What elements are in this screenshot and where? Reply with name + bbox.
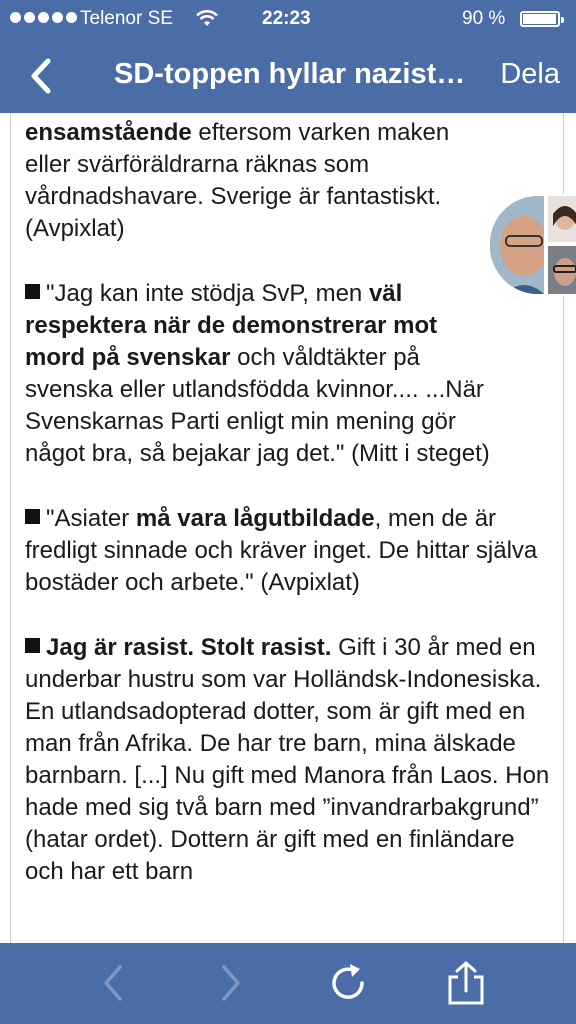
paragraph-4: Jag är rasist. Stolt rasist. Gift i 30 år med en underbar hustru som var Holländsk-Indonesiska. En utlandsadopterad dotter, som är gift med en man från Afrika. De har tre barn, mina älskade barnbarn. [...] Nu gift med Manora från Laos. Hon hade med sig två barn med ”invandrarbakgrund” (hatar ordet). Dottern är gift med en finländare och har ett barn	[25, 634, 550, 885]
reload-icon[interactable]	[326, 961, 370, 1005]
battery-icon	[520, 11, 560, 27]
bullet-icon	[25, 509, 40, 524]
wifi-icon	[196, 10, 218, 34]
paragraph-1: ensamstående eftersom varken maken eller svärföräldrarna räknas som vårdnadshavare. Sverige är fantastiskt. (Avpixlat)	[25, 119, 450, 242]
bullet-icon	[25, 638, 40, 653]
chevron-left-icon[interactable]	[92, 961, 136, 1005]
status-bar	[0, 0, 576, 40]
clock: 22:23	[262, 8, 311, 29]
page-title: SD-toppen hyllar nazist…	[114, 58, 466, 90]
share-button[interactable]: Dela	[500, 58, 560, 90]
avatar[interactable]	[546, 194, 576, 244]
article-body	[25, 113, 555, 921]
bottom-toolbar	[0, 943, 576, 1024]
bullet-icon	[25, 284, 40, 299]
bold-text: ensamstående	[25, 119, 192, 146]
chevron-right-icon[interactable]	[208, 961, 252, 1005]
top-bar	[0, 0, 576, 113]
battery-percentage: 90 %	[462, 8, 506, 29]
signal-strength-icon	[10, 12, 77, 23]
carrier-name: Telenor SE	[80, 8, 173, 29]
article-content[interactable]	[0, 113, 576, 943]
share-icon[interactable]	[444, 961, 488, 1005]
back-button[interactable]	[24, 56, 60, 96]
avatar[interactable]	[488, 194, 546, 296]
left-divider	[10, 113, 11, 943]
paragraph-2: "Jag kan inte stödja SvP, men väl respektera när de demonstrerar mot mord på svenskar och våldtäkter på svenska eller utlandsfödda kvinnor.... ...När Svenskarnas Parti enligt min mening gör något bra, så bejakar jag det." (Mitt i steget)	[25, 280, 490, 467]
navigation-bar	[0, 44, 576, 108]
chat-heads[interactable]	[488, 194, 576, 298]
avatar[interactable]	[546, 244, 576, 296]
paragraph-3: "Asiater må vara lågutbildade, men de är fredligt sinnade och kräver inget. De hittar själva bostäder och arbete." (Avpixlat)	[25, 505, 538, 596]
